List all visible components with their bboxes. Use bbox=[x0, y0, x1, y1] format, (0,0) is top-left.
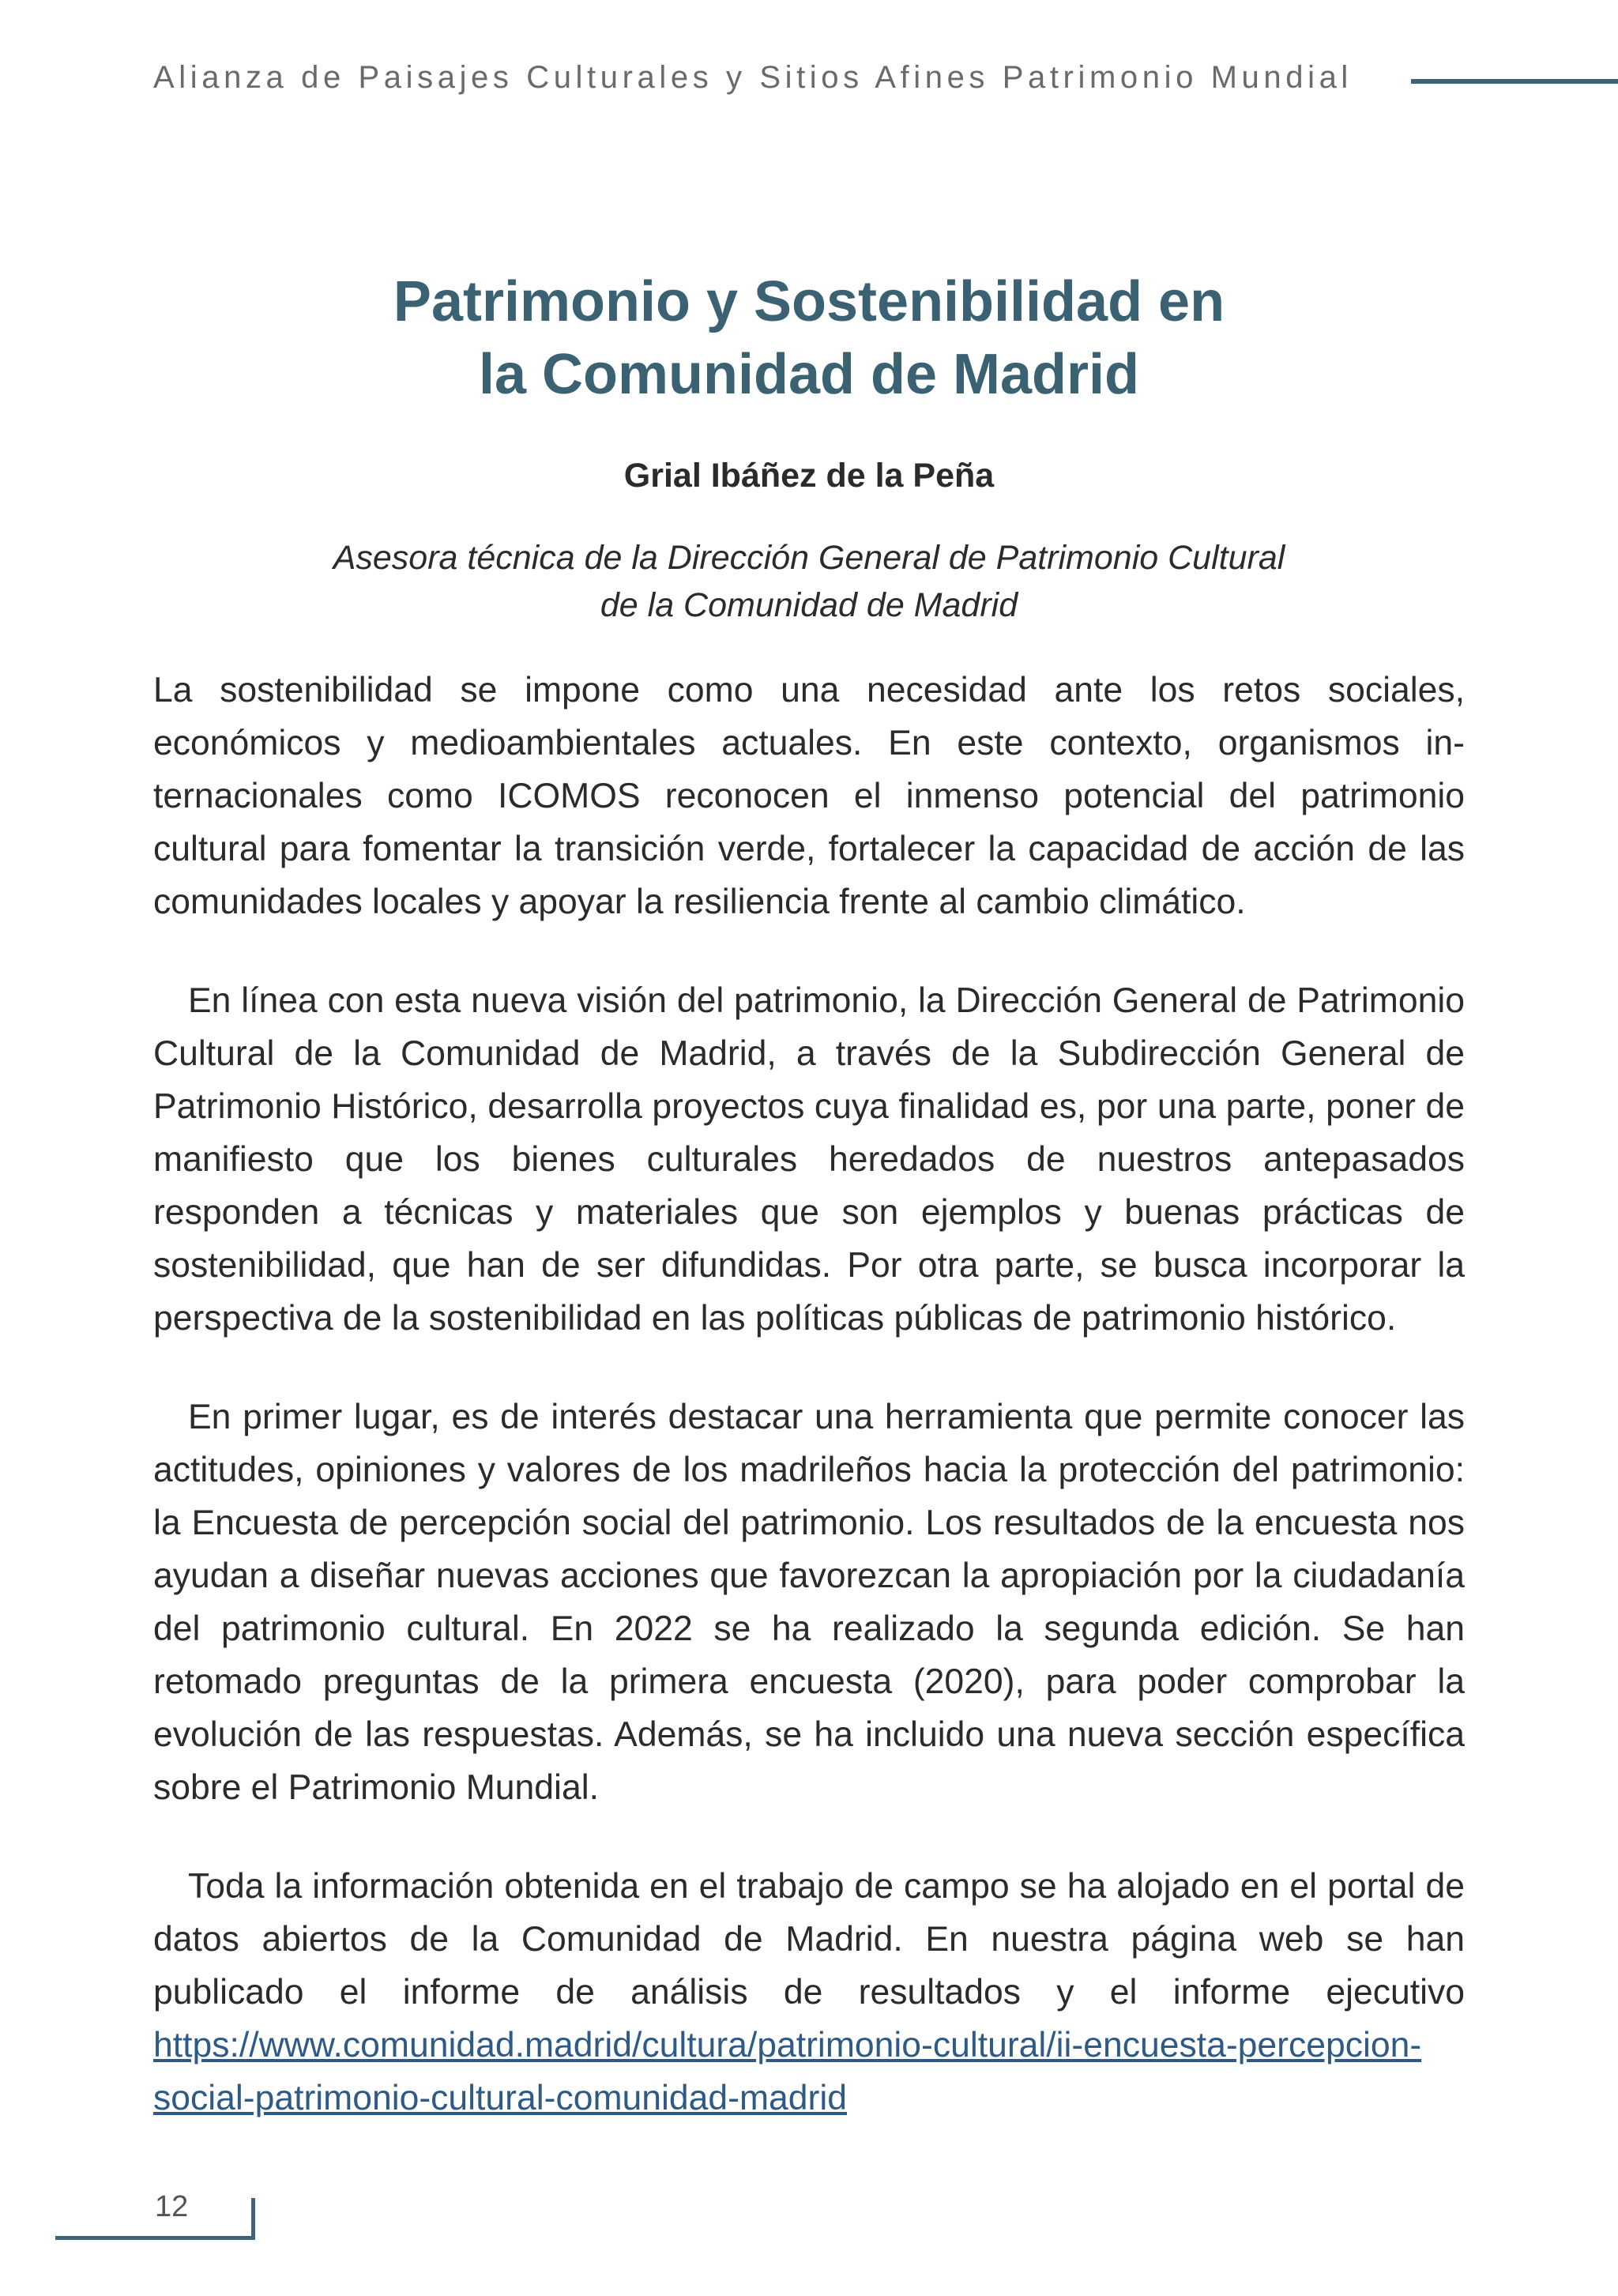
paragraph-1: La sostenibilidad se impone como una necesidad ante los retos sociales, económicos y medioambientales actuales. En este contexto, organismos internacionales como ICOMOS reconocen el inmenso potencial del patrimonio cultural para fomentar la transición verde, fortalecer la capacidad de acción de las comunidades locales y apoyar la resiliencia frente al cambio climático. bbox=[153, 671, 1465, 921]
author-affiliation bbox=[153, 534, 1465, 629]
survey-report-link[interactable]: https://www.comunidad.madrid/cultura/patrimonio-cultural/ii-encuesta-percepcion-social-patrimonio-cultural-comunidad-madrid bbox=[153, 2026, 1422, 2117]
paragraph-4 bbox=[153, 1860, 1465, 2125]
author-name: Grial Ibáñez de la Peña bbox=[623, 457, 995, 495]
affiliation-line-2: de la Comunidad de Madrid bbox=[600, 586, 1018, 624]
title-line-2: la Comunidad de Madrid bbox=[478, 343, 1140, 406]
title-line-1: Patrimonio y Sostenibilidad en bbox=[393, 270, 1225, 333]
header-rule bbox=[1411, 79, 1618, 84]
paragraph-3: En primer lugar, es de interés destacar una herramienta que permite conocer las actitudes, opiniones y valores de los madrileños hacia la protección del patrimonio: la Encuesta de percepción social del patrimonio. Los resultados de la encuesta nos ayudan a diseñar nuevas acciones que favorezcan la apropiación por la ciudadanía del patrimonio cultural. En 2022 se ha realizado la segunda edición. Se han retomado preguntas de la primera encuesta (2020), para poder comprobar la evolución de las respuestas. Además, se ha incluido una nueva sección específica sobre el Patrimonio Mundial. bbox=[153, 1398, 1465, 1807]
affiliation-line-1: Asesora técnica de la Dirección General de Patrimonio Cultural bbox=[333, 539, 1285, 577]
footer-rule bbox=[55, 2236, 254, 2240]
paragraph-2: En línea con esta nueva visión del patrimonio, la Dirección General de Patrimonio Cultural de la Comunidad de Madrid, a través de la Subdirección General de Patrimonio Histórico, desarrolla proyectos cuya finalidad es, por una parte, poner de manifiesto que los bienes culturales heredados de nuestros antepasados responden a técnicas y materiales que son ejemplos y buenas prácticas de sostenibilidad, que han de ser difundidas. Por otra parte, se busca incorporar la perspectiva de la sostenibilidad en las políticas públicas de patrimonio histórico. bbox=[153, 981, 1465, 1338]
paragraph-4-text: Toda la información obtenida en el trabajo de campo se ha alojado en el portal de datos abiertos de la Comunidad de Madrid. En nuestra página web se han publicado el informe de análisis de resultados y el informe ejecutivo bbox=[153, 1867, 1465, 2012]
article-title bbox=[153, 265, 1465, 411]
footer-rule-tick bbox=[251, 2198, 255, 2240]
running-header: Alianza de Paisajes Culturales y Sitios Afines Patrimonio Mundial bbox=[153, 60, 1353, 95]
article-body bbox=[153, 664, 1465, 2170]
page-number: 12 bbox=[155, 2190, 189, 2223]
